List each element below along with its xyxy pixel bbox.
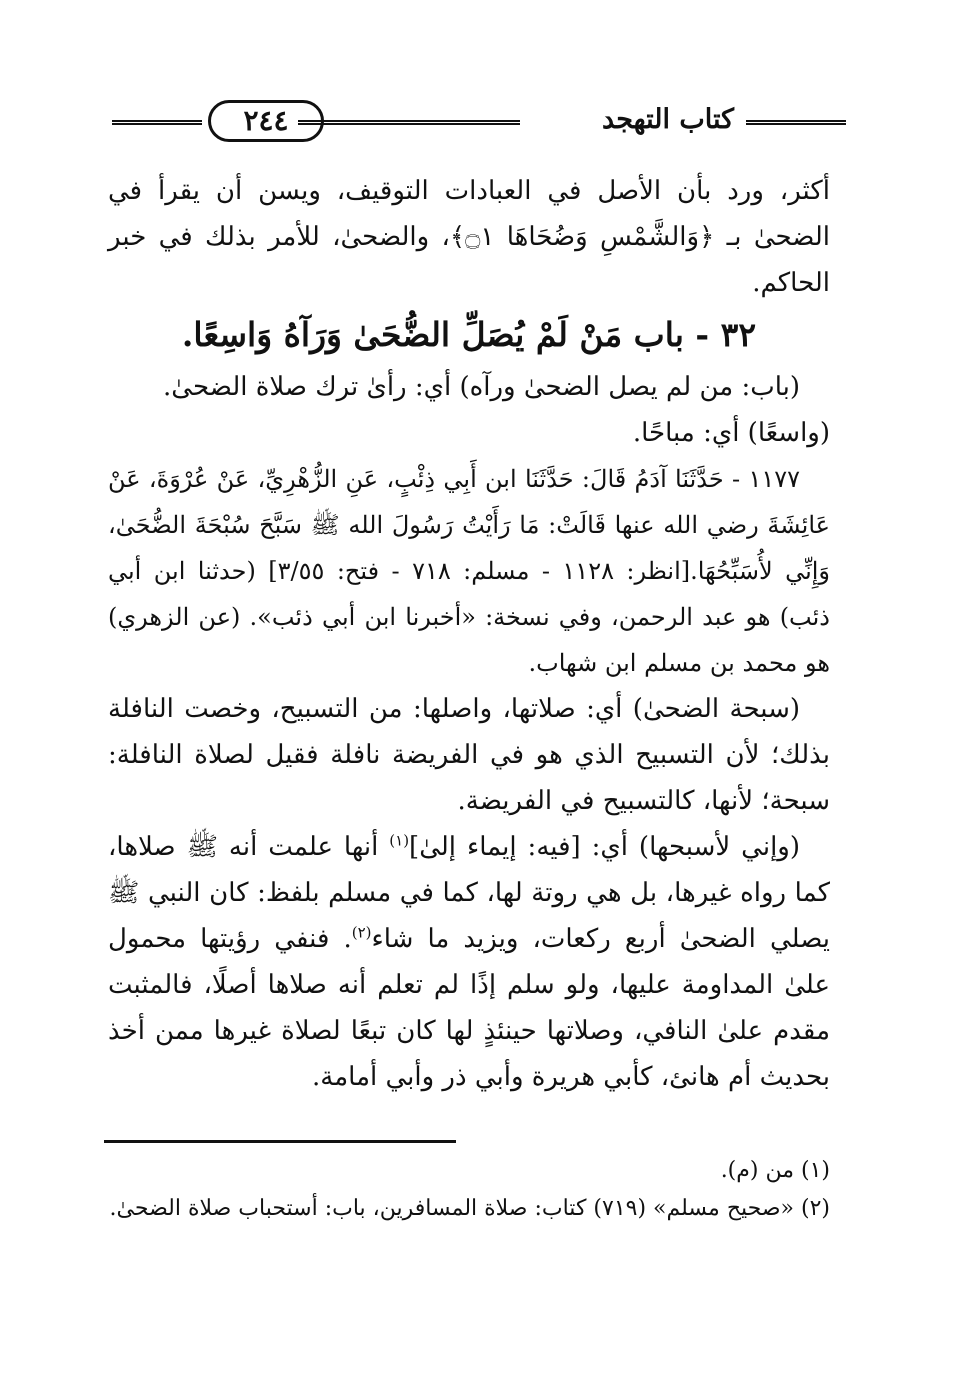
running-title: كتاب التهجد xyxy=(602,104,734,135)
paragraph-bab: (باب: من لم يصل الضحىٰ ورآه) أي: رأىٰ ترك صلاة الضحىٰ. xyxy=(163,372,800,402)
paragraph-part: أنها علمت أنه ﷺ صلاها، كما رواه غيرها، بل هي روتة لها، كما في مسلم بلفظ: كان النبي ﷺ يصلي الضحىٰ أربع ركعات، ويزيد ما شاء xyxy=(108,832,830,954)
footnote-1: (١) من (م). xyxy=(720,1158,830,1183)
chapter-heading: ٣٢ - باب مَنْ لَمْ يُصَلِّ الضُّحَىٰ وَرَآهُ وَاسِعًا. xyxy=(181,315,757,354)
footnote-ref-1[interactable]: (١) xyxy=(389,831,410,850)
page-header xyxy=(112,98,846,146)
paragraph-wasian: (واسعًا) أي: مباحًا. xyxy=(632,418,830,448)
header-rule-middle xyxy=(298,120,520,125)
paragraph-intro: أكثر، ورد بأن الأصل في العبادات التوقيف، ويسن أن يقرأ في الضحىٰ بـ ﴿وَالشَّمْسِ وَضُحَاهَا ۝١﴾، والضحىٰ، للأمر بذلك في خبر الحاكم. xyxy=(108,176,830,298)
paragraph-part: . فنفي رؤيتها محمول علىٰ المداومة عليها، ولو سلم إذًا لم تعلم أنه صلاها أصلًا، فالمثبت مقدم علىٰ النافي، وصلاتها حينئذٍ لها كان تبعًا لصلاة غيرها ممن أخذ بحديث أم هانئ، كأبي هريرة وأبي ذر وأبي أمامة. xyxy=(108,924,830,1092)
header-rule-left xyxy=(112,120,202,125)
footnotes xyxy=(108,1152,830,1228)
paragraph-part: (وإني لأسبحها) أي: [فيه: إيماء إلىٰ] xyxy=(409,832,801,862)
footnote-2: (٢) «صحيح مسلم» (٧١٩) كتاب: صلاة المسافرين، باب: أستحباب صلاة الضحىٰ. xyxy=(109,1196,830,1221)
paragraph-subha: (سبحة الضحىٰ) أي: صلاتها، واصلها: من التسبيح، وخصت النافلة بذلك؛ لأن التسبيح الذي هو في الفريضة نافلة فقيل لصلاة النافلة: سبحة؛ لأنها، كالتسبيح في الفريضة. xyxy=(108,694,830,816)
footnote-ref-2[interactable]: (٢) xyxy=(351,923,372,942)
paragraph-usabbihuha xyxy=(108,824,830,1100)
page-number: ٢٤٤ xyxy=(208,100,324,142)
footnote-divider xyxy=(104,1140,456,1143)
main-text xyxy=(108,168,830,1100)
header-rule-right xyxy=(746,120,846,125)
hadith-text: ١١٧٧ - حَدَّثَنَا آدَمُ قَالَ: حَدَّثَنَا ابن أَبِي ذِئْبٍ، عَنِ الزُّهْرِيِّ، عَنْ عُرْوَةَ، عَنْ عَائِشَةَ رضي الله عنها قَالَتْ: مَا رَأَيْتُ رَسُولَ الله ﷺ سَبَّحَ سُبْحَةَ الضُّحَىٰ، وَإِنِّي لأُسَبِّحُهَا.[انظر: ١١٢٨ - مسلم: ٧١٨ - فتح: ٣/٥٥] (حدثنا ابن أبي ذئب) هو عبد الرحمن، وفي نسخة: «أخبرنا ابن أبي ذئب». (عن الزهري) هو محمد بن مسلم ابن شهاب. xyxy=(108,465,831,677)
